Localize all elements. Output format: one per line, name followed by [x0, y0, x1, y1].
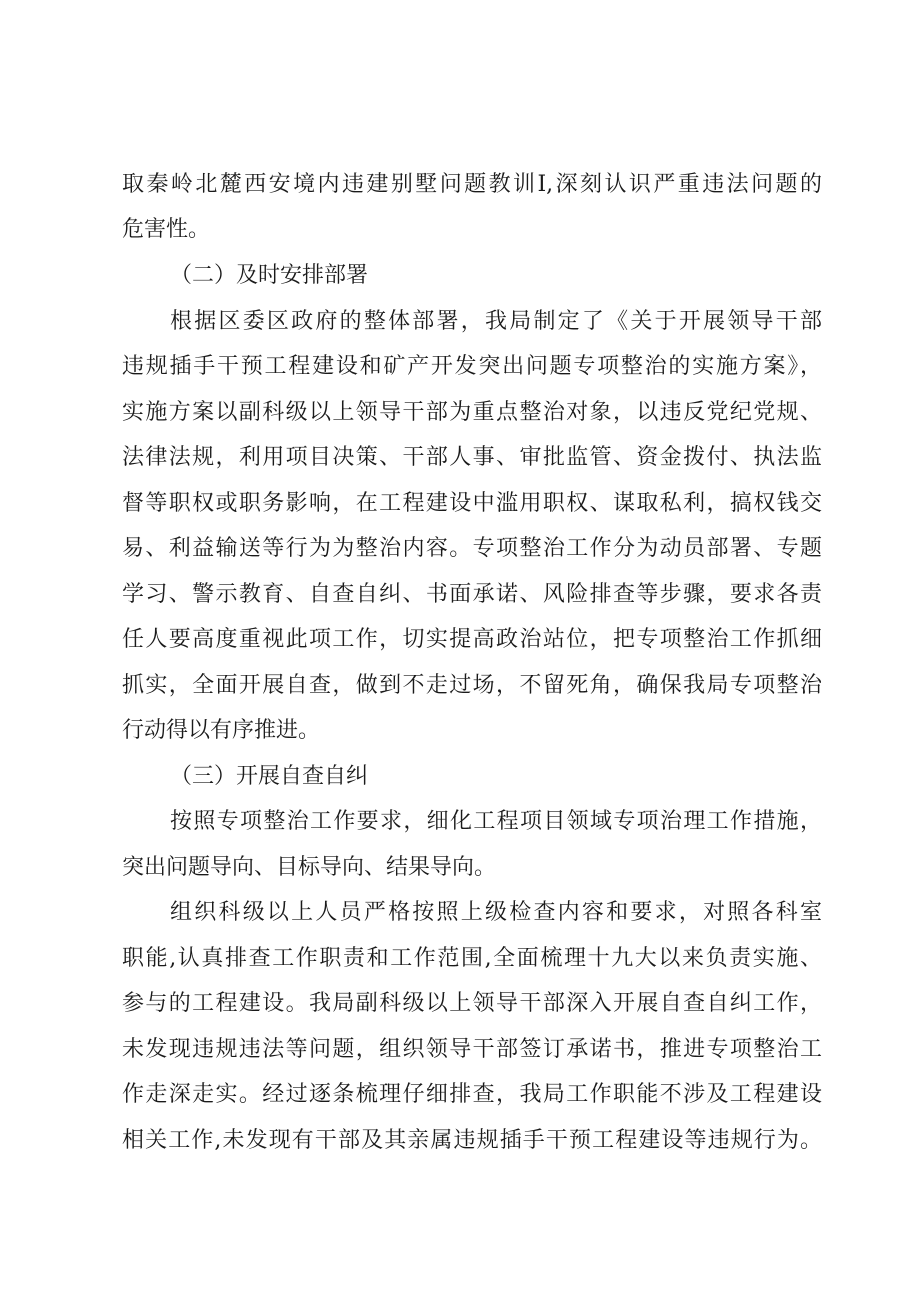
paragraph-3-line-1: 按照专项整治工作要求，细化工程项目领域专项治理工作措施， [170, 809, 822, 834]
paragraph-3-line-2: 突出问题导向、目标导向、结果导向。 [122, 855, 497, 880]
paragraph-1-line-1: 取秦岭北麓西安境内违建别墅问题教训I,深刻认识严重违法问题的 [122, 172, 822, 197]
paragraph-2-line-6: 易、利益输送等行为为整治内容。专项整治工作分为动员部署、专题 [122, 536, 822, 561]
paragraph-4-line-1: 组织科级以上人员严格按照上级检查内容和要求，对照各科室 [170, 900, 822, 925]
paragraph-2-line-10: 行动得以有序推进。 [122, 718, 321, 743]
paragraph-2-line-1: 根据区委区政府的整体部署，我局制定了《关于开展领导干部 [170, 309, 822, 334]
paragraph-2-line-7: 学习、警示教育、自查自纠、书面承诺、风险排查等步骤，要求各责 [122, 582, 822, 607]
paragraph-4-line-4: 未发现违规违法等问题，组织领导干部签订承诺书，推进专项整治工 [122, 1037, 822, 1062]
section-heading-2: （二）及时安排部署 [170, 263, 369, 288]
paragraph-1-line-2: 危害性。 [122, 217, 211, 242]
paragraph-2-line-3: 实施方案以副科级以上领导干部为重点整治对象，以违反党纪党规、 [122, 400, 822, 425]
paragraph-2-line-4: 法律法规，利用项目决策、干部人事、审批监管、资金拨付、执法监 [122, 445, 822, 470]
paragraph-2-line-5: 督等职权或职务影响，在工程建设中滥用职权、谋取私利，搞权钱交 [122, 491, 822, 516]
paragraph-4-line-3: 参与的工程建设。我局副科级以上领导干部深入开展自查自纠工作， [122, 991, 822, 1016]
paragraph-4-line-2: 职能,认真排查工作职责和工作范围,全面梳理十九大以来负责实施、 [122, 946, 822, 971]
section-heading-3: （三）开展自查自纠 [170, 764, 369, 789]
paragraph-4-line-6: 相关工作,未发现有干部及其亲属违规插手干预工程建设等违规行为。 [122, 1128, 822, 1153]
paragraph-2-line-8: 任人要高度重视此项工作，切实提高政治站位，把专项整治工作抓细 [122, 627, 822, 652]
paragraph-2-line-2: 违规插手干预工程建设和矿产开发突出问题专项整治的实施方案》， [122, 354, 822, 379]
paragraph-4-line-5: 作走深走实。经过逐条梳理仔细排查，我局工作职能不涉及工程建设 [122, 1082, 822, 1107]
paragraph-2-line-9: 抓实，全面开展自查，做到不走过场，不留死角，确保我局专项整治 [122, 673, 822, 698]
